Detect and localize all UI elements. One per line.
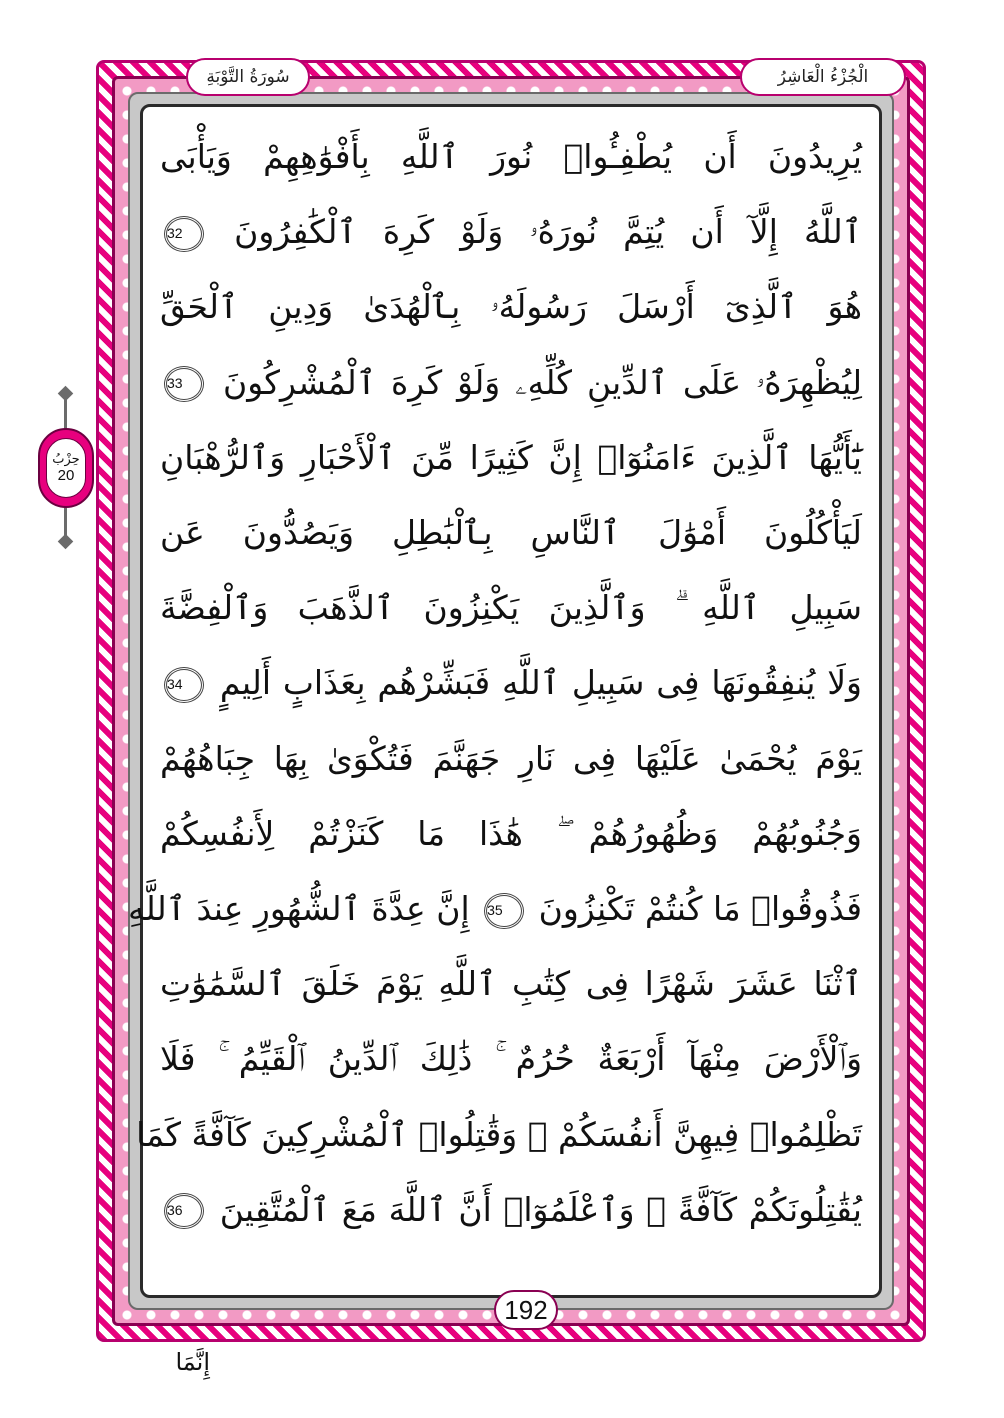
- verse-line: [160, 423, 862, 493]
- verse-line: [160, 724, 862, 794]
- ayah-number-marker: 33: [164, 366, 204, 402]
- verse-line: [127, 874, 862, 944]
- surah-label: سُورَةُ التَّوْبَةِ: [186, 58, 310, 96]
- verse-text: يُرِيدُونَ أَن يُطْفِـُٔوا۟ نُورَ ٱللَّهِ بِأَفْوَٰهِهِمْ وَيَأْبَى: [160, 137, 862, 176]
- verse-text: يَوْمَ يُحْمَىٰ عَلَيْهَا فِى نَارِ جَهَنَّمَ فَتُكْوَىٰ بِهَا جِبَاهُهُمْ: [160, 738, 862, 778]
- verse-line: [160, 1175, 862, 1245]
- verse-text: وَلَا يُنفِقُونَهَا فِى سَبِيلِ ٱللَّهِ فَبَشِّرْهُم بِعَذَابٍ أَلِيمٍ: [219, 663, 862, 703]
- catchword: إِنَّمَا: [175, 1348, 210, 1376]
- verse-text: لَيَأْكُلُونَ أَمْوَٰلَ ٱلنَّاسِ بِٱلْبَٰطِلِ وَيَصُدُّونَ عَن: [160, 513, 862, 552]
- verse-text: يَٰٓأَيُّهَا ٱلَّذِينَ ءَامَنُوٓا۟ إِنَّ كَثِيرًا مِّنَ ٱلْأَحْبَارِ وَٱلرُّهْبَانِ: [160, 437, 862, 477]
- juz-label: الْجُزْءُ الْعَاشِرُ: [740, 58, 906, 96]
- verse-line: [160, 348, 862, 418]
- verse-line: [160, 122, 862, 192]
- verse-text: هُوَ ٱلَّذِىٓ أَرْسَلَ رَسُولَهُۥ بِٱلْهُدَىٰ وَدِينِ ٱلْحَقِّ: [160, 287, 862, 327]
- verse-text: لِيُظْهِرَهُۥ عَلَى ٱلدِّينِ كُلِّهِۦ وَلَوْ كَرِهَ ٱلْمُشْرِكُونَ: [222, 362, 862, 402]
- hizb-marker: [34, 388, 98, 548]
- verse-line: [136, 1100, 862, 1170]
- verse-line: [160, 648, 862, 718]
- verse-line: [160, 197, 862, 267]
- hizb-medallion: [38, 428, 94, 508]
- hizb-medallion-inner: [46, 438, 86, 498]
- verse-line: [160, 272, 862, 342]
- verse-line: [160, 949, 862, 1019]
- verse-text: سَبِيلِ ٱللَّهِ ۗ وَٱلَّذِينَ يَكْنِزُونَ ٱلذَّهَبَ وَٱلْفِضَّةَ: [160, 588, 862, 628]
- ayah-number-marker: 34: [164, 667, 204, 703]
- page-number: 192: [494, 1290, 558, 1330]
- verse-text: يُقَٰتِلُونَكُمْ كَآفَّةً ۚ وَٱعْلَمُوٓا۟ أَنَّ ٱللَّهَ مَعَ ٱلْمُتَّقِينَ: [219, 1189, 862, 1229]
- verse-text: فَذُوقُوا۟ مَا كُنتُمْ تَكْنِزُونَ: [538, 889, 862, 928]
- hizb-number: 20: [57, 467, 75, 484]
- verse-line: [160, 573, 862, 643]
- verse-text: وَجُنُوبُهُمْ وَظُهُورُهُمْ ۖ هَٰذَا مَا كَنَزْتُمْ لِأَنفُسِكُمْ: [160, 813, 862, 853]
- ayah-number-marker: 32: [164, 216, 204, 252]
- verse-line: [160, 799, 862, 869]
- verse-line: [160, 1024, 862, 1094]
- verse-text: ٱللَّهُ إِلَّآ أَن يُتِمَّ نُورَهُۥ وَلَوْ كَرِهَ ٱلْكَٰفِرُونَ: [234, 212, 862, 252]
- verse-line: [160, 498, 862, 568]
- diamond-ornament-icon: [58, 386, 74, 402]
- ayah-number-marker: 35: [484, 893, 524, 929]
- verse-text: تَظْلِمُوا۟ فِيهِنَّ أَنفُسَكُمْ ۚ وَقَٰتِلُوا۟ ٱلْمُشْرِكِينَ كَآفَّةً كَمَا: [136, 1114, 862, 1154]
- ayah-number-marker: 36: [164, 1193, 204, 1229]
- diamond-ornament-icon: [58, 534, 74, 550]
- verse-text: وَٱلْأَرْضَ مِنْهَآ أَرْبَعَةٌ حُرُمٌ ۚ ذَٰلِكَ ٱلدِّينُ ٱلْقَيِّمُ ۚ فَلَا: [160, 1039, 862, 1079]
- hizb-word: حِزْبُ: [52, 452, 80, 467]
- verse-text: إِنَّ عِدَّةَ ٱلشُّهُورِ عِندَ ٱللَّهِ: [127, 889, 470, 928]
- verse-text: ٱثْنَا عَشَرَ شَهْرًا فِى كِتَٰبِ ٱللَّهِ يَوْمَ خَلَقَ ٱلسَّمَٰوَٰتِ: [160, 964, 862, 1004]
